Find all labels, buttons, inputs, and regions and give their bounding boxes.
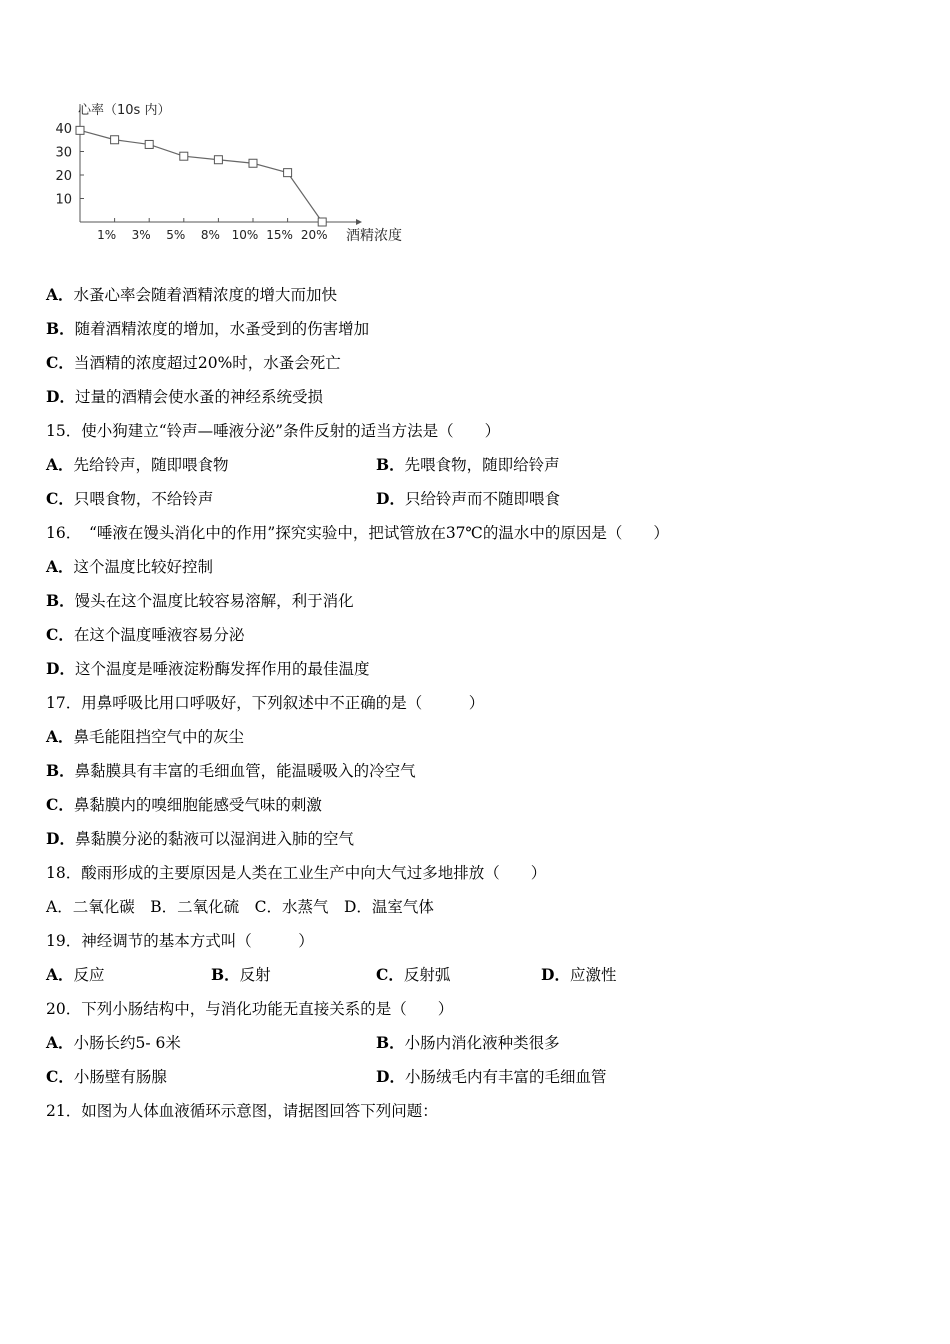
q19-option-d: D．应激性 [541, 965, 617, 984]
x-tick-label-7: 20% [300, 228, 328, 242]
q14-option-c: C．当酒精的浓度超过20%时，水蚤会死亡 [46, 353, 341, 372]
y-axis-label: 心率（10s 内） [78, 103, 171, 118]
q17-option-d: D．鼻黏膜分泌的黏液可以湿润进入肺的空气 [46, 829, 354, 848]
q20-option-d: D．小肠绒毛内有丰富的毛细血管 [376, 1067, 607, 1086]
q15-option-d: D．只给铃声而不随即喂食 [376, 489, 560, 508]
q18-stem: 18．酸雨形成的主要原因是人类在工业生产中向大气过多地排放（ ） [46, 864, 547, 882]
data-point-2 [145, 140, 153, 148]
q16-option-d: D．这个温度是唾液淀粉酶发挥作用的最佳温度 [46, 659, 370, 678]
x-tick-label-2: 3% [131, 228, 151, 242]
data-point-4 [214, 156, 222, 164]
x-tick-label-5: 10% [231, 228, 259, 242]
q20-option-c: C．小肠壁有肠腺 [46, 1067, 167, 1086]
chart-svg [44, 92, 424, 252]
q17-stem: 17．用鼻呼吸比用口呼吸好，下列叙述中不正确的是（ ） [46, 694, 485, 712]
q20-option-a: A．小肠长约5- 6米 [46, 1033, 181, 1052]
data-point-5 [249, 159, 257, 167]
x-axis-label: 酒精浓度 [346, 228, 402, 244]
data-point-3 [180, 152, 188, 160]
q14-option-d: D．过量的酒精会使水蚤的神经系统受损 [46, 387, 323, 406]
x-axis-arrow [356, 219, 362, 225]
q16-stem: 16． “唾液在馒头消化中的作用”探究实验中，把试管放在37℃的温水中的原因是（ ） [46, 524, 669, 542]
data-point-7 [318, 218, 326, 226]
x-tick-label-4: 8% [200, 228, 220, 242]
q18-options: A．二氧化碳 B．二氧化硫 C．水蒸气 D．温室气体 [46, 898, 434, 916]
y-tick-label-20: 20 [55, 169, 72, 184]
q17-option-b: B．鼻黏膜具有丰富的毛细血管，能温暖吸入的冷空气 [46, 761, 416, 780]
data-point-0 [76, 126, 84, 134]
y-tick-label-10: 10 [55, 192, 72, 208]
q20-option-b: B．小肠内消化液种类很多 [376, 1033, 560, 1052]
y-tick-label-30: 30 [55, 145, 72, 161]
data-point-1 [111, 136, 119, 144]
q19-option-a: A．反应 [46, 965, 105, 984]
q14-option-a: A．水蚤心率会随着酒精浓度的增大而加快 [46, 285, 338, 304]
q15-option-c: C．只喂食物，不给铃声 [46, 489, 214, 508]
q19-option-c: C．反射弧 [376, 965, 451, 984]
x-tick-label-1: 1% [97, 228, 117, 242]
q15-option-a: A．先给铃声，随即喂食物 [46, 455, 229, 474]
q15-stem: 15．使小狗建立“铃声—唾液分泌”条件反射的适当方法是（ ） [46, 422, 501, 440]
q19-option-b: B．反射 [211, 965, 271, 984]
q16-option-b: B．馒头在这个温度比较容易溶解，利于消化 [46, 591, 354, 610]
q16-option-c: C．在这个温度唾液容易分泌 [46, 625, 245, 644]
q15-option-b: B．先喂食物，随即给铃声 [376, 455, 560, 474]
heart-rate-chart [44, 92, 424, 252]
q17-option-a: A．鼻毛能阻挡空气中的灰尘 [46, 727, 245, 746]
q19-stem: 19．神经调节的基本方式叫（ ） [46, 932, 314, 950]
q20-stem: 20．下列小肠结构中，与消化功能无直接关系的是（ ） [46, 1000, 454, 1018]
y-tick-label-40: 40 [55, 122, 72, 137]
q17-option-c: C．鼻黏膜内的嗅细胞能感受气味的刺激 [46, 795, 322, 814]
x-tick-label-6: 15% [266, 228, 293, 242]
q21-stem: 21．如图为人体血液循环示意图，请据图回答下列问题： [46, 1102, 438, 1120]
x-tick-label-3: 5% [166, 228, 186, 242]
data-point-6 [284, 169, 292, 177]
q14-option-b: B．随着酒精浓度的增加，水蚤受到的伤害增加 [46, 319, 370, 338]
q16-option-a: A．这个温度比较好控制 [46, 557, 214, 576]
